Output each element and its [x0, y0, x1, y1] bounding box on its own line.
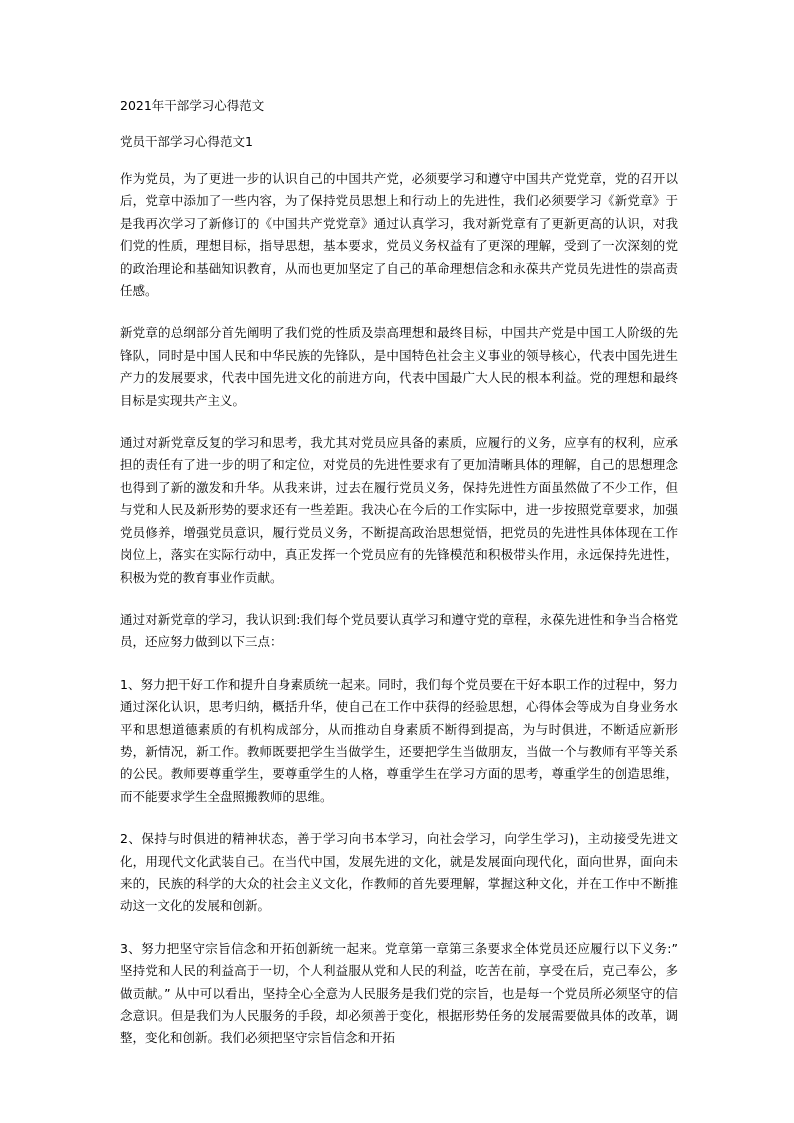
paragraph-2: 新党章的总纲部分首先阐明了我们党的性质及崇高理想和最终目标，中国共产党是中国工人阶级的先锋队，同时是中国人民和中华民族的先锋队，是中国特色社会主义事业的领导核心，代表中国先进生产力的发展要求，代表中国先进文化的前进方向，代表中国最广大人民的根本利益。党的理想和最终目标是实现共产主义。	[120, 325, 678, 408]
paragraph-7: 3、努力把坚守宗旨信念和开拓创新统一起来。党章第一章第三条要求全体党员还应履行以下义务:” 坚持党和人民的利益高于一切，个人利益服从党和人民的利益，吃苦在前，享受在后，克己奉公，多做贡献。” 从中可以看出，坚持全心全意为人民服务是我们党的宗旨，也是每一个党员所必须坚守的信念意识。但是我们为人民服务的手段，却必须善于变化，根据形势任务的发展需要做具体的改革，调整，变化和创新。我们必须把坚守宗旨信念和开拓	[120, 940, 678, 1046]
document-title: 2021年干部学习心得范文	[120, 98, 265, 113]
paragraph-4: 通过对新党章的学习，我认识到:我们每个党员要认真学习和遵守党的章程，永葆先进性和争当合格党员，还应努力做到以下三点：	[120, 611, 678, 650]
document-subtitle: 党员干部学习心得范文1	[120, 134, 253, 149]
paragraph-6: 2、保持与时俱进的精神状态，善于学习向书本学习，向社会学习，向学生学习)，主动接受先进文化，用现代文化武装自己。在当代中国，发展先进的文化，就是发展面向现代化，面向世界，面向未来的，民族的科学的大众的社会主义文化，作教师的首先要理解，掌握这种文化，并在工作中不断推动这一文化的发展和创新。	[120, 831, 678, 914]
paragraph-5: 1、努力把干好工作和提升自身素质统一起来。同时，我们每个党员要在干好本职工作的过程中，努力通过深化认识，思考归纳，概括升华，使自己在工作中获得的经验思想，心得体会等成为自身业务水平和思想道德素质的有机构成部分，从而推动自身素质不断得到提高，为与时俱进，不断适应新形势，新情况，新工作。教师既要把学生当做学生，还要把学生当做朋友，当做一个与教师有平等关系的公民。教师要尊重学生，要尊重学生的人格，尊重学生在学习方面的思考，尊重学生的创造思维，而不能要求学生全盘照搬教师的思维。	[120, 676, 678, 804]
document-page	[120, 96, 678, 1070]
paragraph-3: 通过对新党章反复的学习和思考，我尤其对党员应具备的素质，应履行的义务，应享有的权利，应承担的责任有了进一步的明了和定位，对党员的先进性要求有了更加清晰具体的理解，自己的思想理念也得到了新的激发和升华。从我来讲，过去在履行党员义务，保持先进性方面虽然做了不少工作，但与党和人民及新形势的要求还有一些差距。我决心在今后的工作实际中，进一步按照党章要求，加强党员修养，增强党员意识，履行党员义务，不断提高政治思想觉悟，把党员的先进性具体体现在工作岗位上，落实在实际行动中，真正发挥一个党员应有的先锋模范和积极带头作用，永远保持先进性，积极为党的教育事业作贡献。	[120, 435, 678, 585]
paragraph-1: 作为党员，为了更进一步的认识自己的中国共产党，必须要学习和遵守中国共产党党章，党的召开以后，党章中添加了一些内容，为了保持党员思想上和行动上的先进性，我们必须要学习《新党章》于是我再次学习了新修订的《中国共产党党章》通过认真学习，我对新党章有了更新更高的认识，对我们党的性质，理想目标，指导思想，基本要求，党员义务权益有了更深的理解，受到了一次深刻的党的政治理论和基础知识教育，从而也更加坚定了自己的革命理想信念和永葆共产党员先进性的崇高责任感。	[120, 171, 678, 299]
